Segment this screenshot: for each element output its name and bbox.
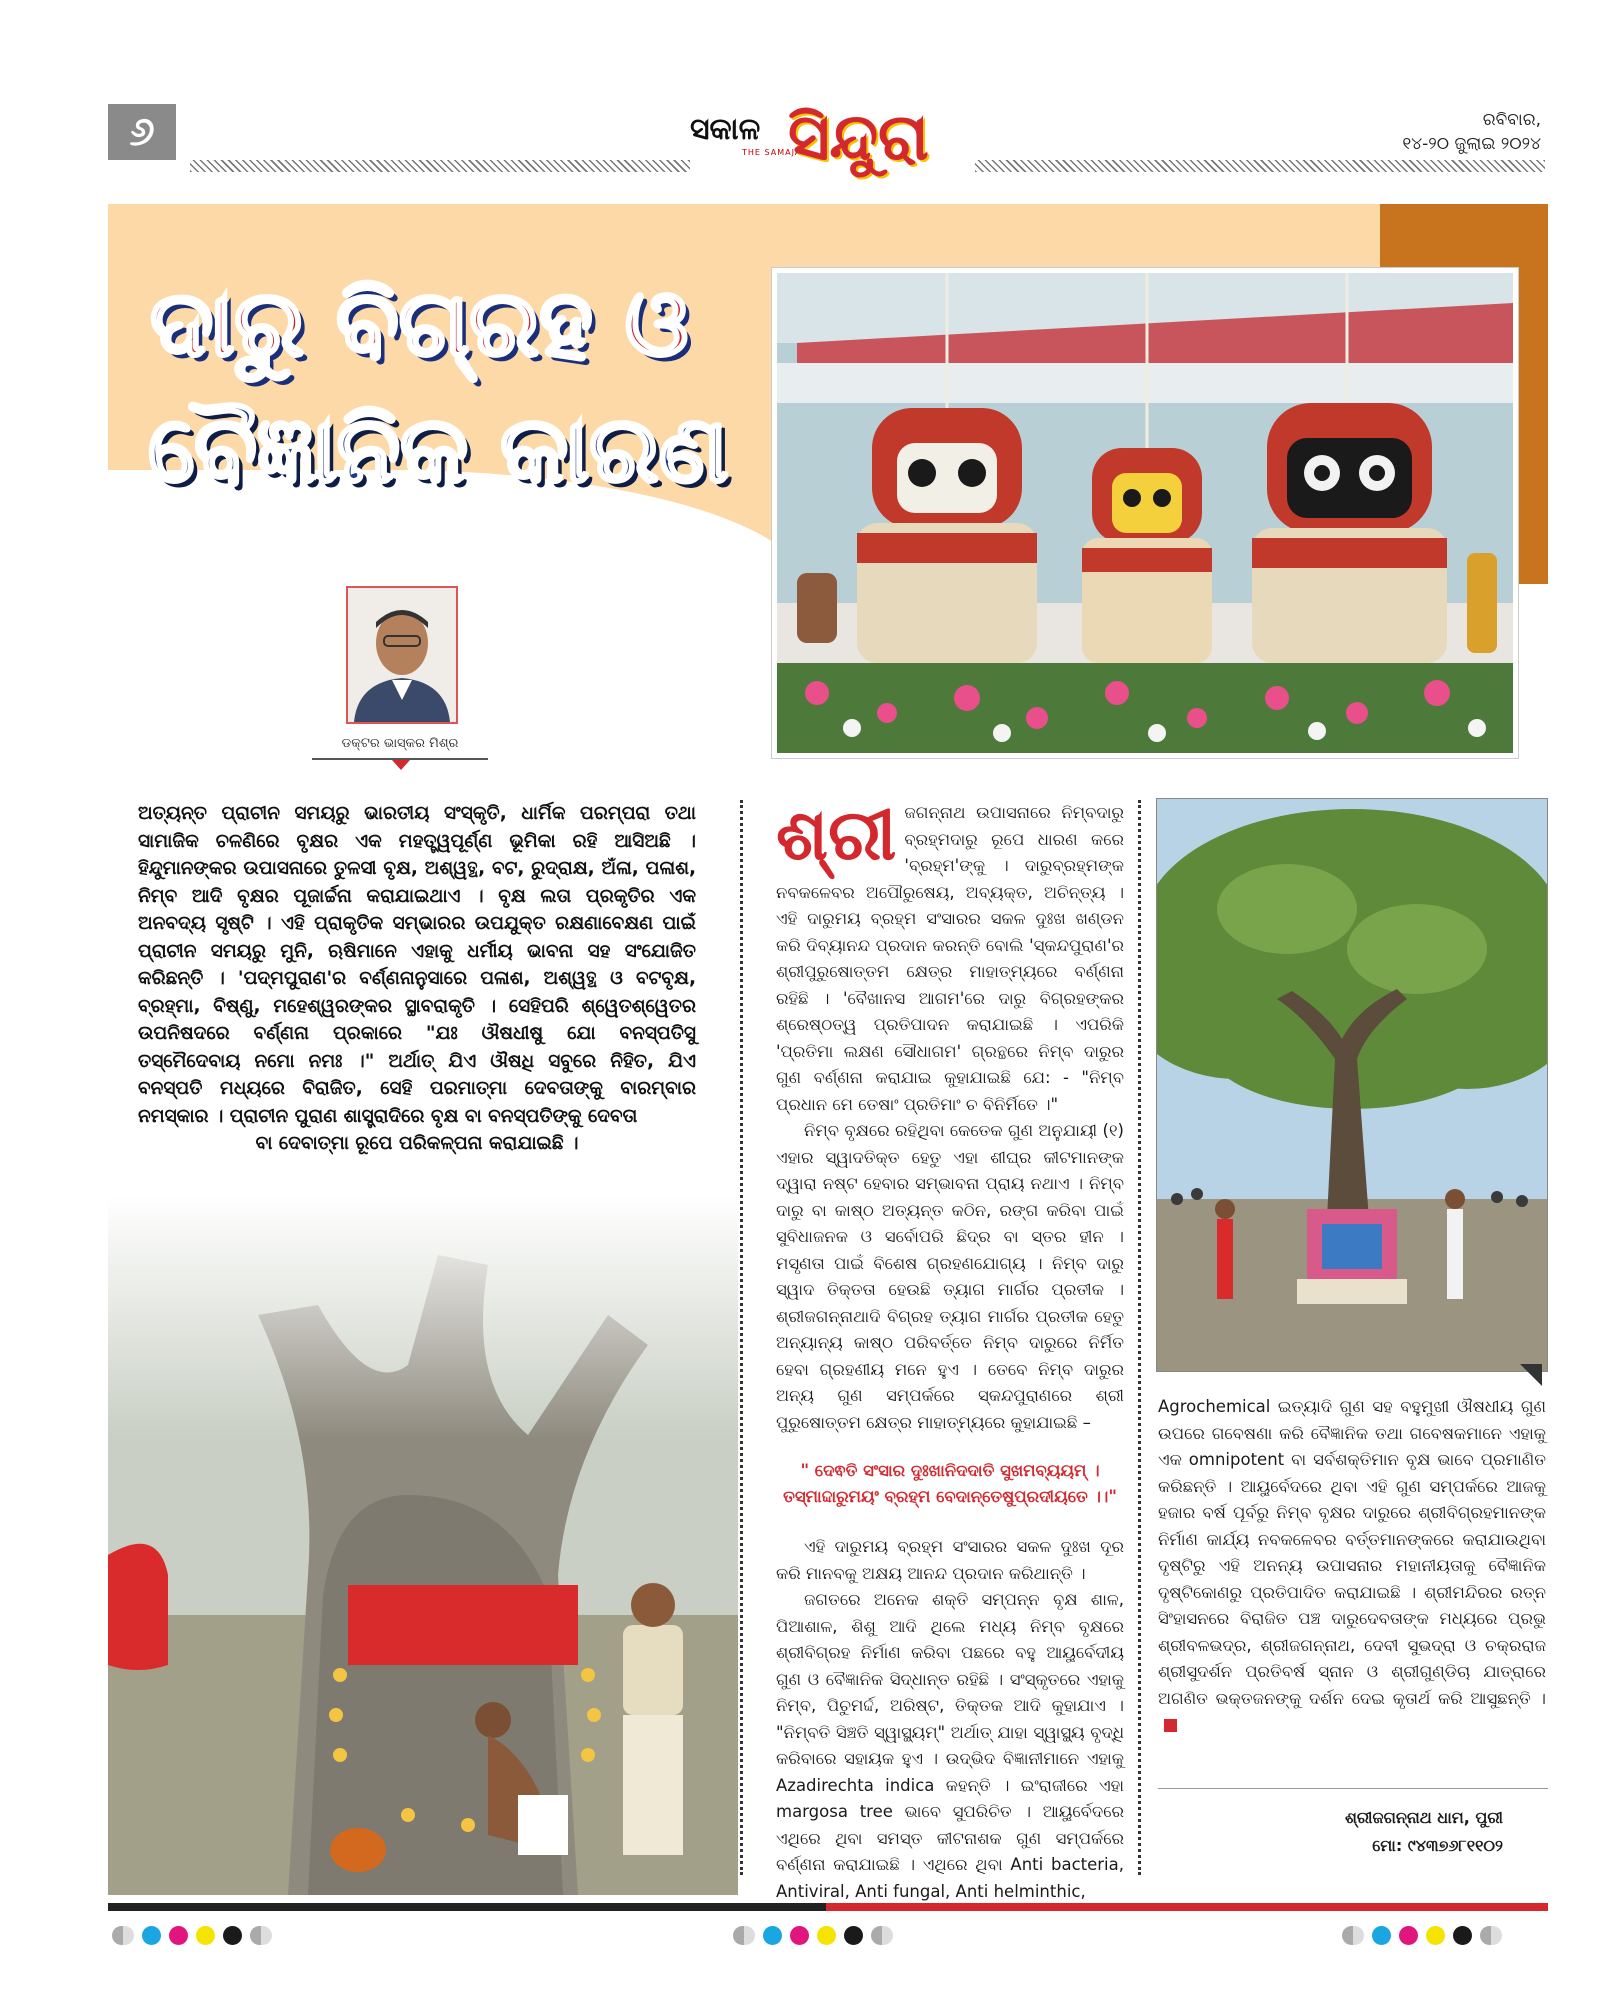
neem-tree-illustration [108, 1195, 738, 1895]
author-pointer [392, 760, 410, 770]
reg-magenta-dot [169, 1926, 188, 1945]
shloka-quote [776, 1458, 1124, 1510]
author-address: ଶ୍ରୀଜଗନ୍ନାଥ ଧାମ, ପୁରୀ [1345, 1808, 1503, 1827]
reg-gray-mark [1342, 1926, 1364, 1945]
middle-paragraph-4: ଜଗତରେ ଅନେକ ଶକ୍ତି ସମ୍ପନ୍ନ ବୃକ୍ଷ ଶାଳ, ପିଆଶାଳ, ଶିଶୁ ଆଦି ଥିଲେ ମଧ୍ୟ ନିମ୍ବ ବୃକ୍ଷରେ ଶ୍ରୀବିଗ୍ରହ ନିର୍ମାଣ କରିବା ପଛରେ ବହୁ ଆୟୁର୍ବେଦୀୟ ଗୁଣ ଓ ବୈଜ୍ଞାନିକ ସିଦ୍ଧାନ୍ତ ରହିଛି । ସଂସ୍କୃତରେ ଏହାକୁ ନିମ୍ବ, ପିଚୁମର୍ଦ୍ଦ, ଅରିଷ୍ଟ, ତିକ୍ତକ ଆଦି କୁହାଯାଏ । "ନିମ୍ବତି ସିଞ୍ଚତି ସ୍ୱାସ୍ଥ୍ୟମ୍" ଅର୍ଥାତ୍ ଯାହା ସ୍ୱାସ୍ଥ୍ୟ ବୃଦ୍ଧି କରିବାରେ ସହାୟକ ହୁଏ । ଉଦ୍ଭିଦ ବିଜ୍ଞାନୀମାନେ ଏହାକୁ Azadirechta indica କହନ୍ତି । ଇଂରାଜୀରେ ଏହା margosa tree ଭାବେ ସୁପରିଚିତ । ଆୟୁର୍ବେଦରେ ଏଥିରେ ଥିବା ସମସ୍ତ କୀଟନାଶକ ଗୁଣ ସମ୍ପର୍କରେ ବର୍ଣ୍ଣନା କରାଯାଇଛି । ଏଥିରେ ଥିବା Anti bacteria, Antiviral, Anti fungal, Anti helminthic, [776, 1590, 1124, 1901]
reg-cyan-dot [1372, 1926, 1391, 1945]
header-hatch-left [190, 160, 690, 172]
reg-cyan-dot [142, 1926, 161, 1945]
author-phone: ମୋ: ୯୪୩୭୬୮୧୧୦୨ [1372, 1836, 1503, 1855]
footer-bar-black [108, 1903, 826, 1911]
registration-marks-left [112, 1925, 272, 1945]
registration-marks-right [1342, 1925, 1502, 1945]
reg-magenta-dot [1399, 1926, 1418, 1945]
page-number: ୬ [108, 104, 176, 160]
column-rule-left [740, 800, 743, 1875]
intro-text: ଅତ୍ୟନ୍ତ ପ୍ରାଚୀନ ସମୟରୁ ଭାରତୀୟ ସଂସ୍କୃତି, ଧାର୍ମିକ ପରମ୍ପରା ତଥା ସାମାଜିକ ଚଳଣିରେ ବୃକ୍ଷର ଏକ ମହତ୍ତ୍ୱପୂର୍ଣ୍ଣ ଭୂମିକା ରହି ଆସିଅଛି । ହିନ୍ଦୁମାନଙ୍କର ଉପାସନାରେ ତୁଳସୀ ବୃକ୍ଷ, ଅଶ୍ୱତ୍ଥ, ବଟ, ରୁଦ୍ରାକ୍ଷ, ଅଁଳା, ପଳାଶ, ନିମ୍ବ ଆଦି ବୃକ୍ଷର ପୂଜାର୍ଚ୍ଚନା କରାଯାଇଥାଏ । ବୃକ୍ଷ ଲତା ପ୍ରକୃତିର ଏକ ଅନବଦ୍ୟ ସୃଷ୍ଟି । ଏହି ପ୍ରାକୃତିକ ସମ୍ଭାରର ଉପଯୁକ୍ତ ରକ୍ଷଣାବେକ୍ଷଣ ପାଇଁ ପ୍ରାଚୀନ ସମୟରୁ ମୁନି, ଋଷିମାନେ ଏହାକୁ ଧର୍ମୀୟ ଭାବନା ସହ ସଂଯୋଜିତ କରିଛନ୍ତି । 'ପଦ୍ମପୁରାଣ'ର ବର୍ଣ୍ଣନାନୁସାରେ ପଳାଶ, ଅଶ୍ୱତ୍ଥ ଓ ବଟବୃକ୍ଷ, ବ୍ରହ୍ମା, ବିଷ୍ଣୁ, ମହେଶ୍ୱରଙ୍କର ସ୍ଥାବରାକୃତି । ସେହିପରି ଶ୍ୱେତଶ୍ୱେତର ଉପନିଷଦରେ ବର୍ଣ୍ଣନା ପ୍ରକାରେ "ଯଃ ଔଷଧୀଷୁ ଯୋ ବନସ୍ପତିସୁ ତସ୍ମୈଦେବାୟ ନମୋ ନମଃ ।" ଅର୍ଥାତ୍ ଯିଏ ଔଷଧି ସବୁରେ ନିହିତ, ଯିଏ ବନସ୍ପତି ମଧ୍ୟରେ ବିରାଜିତ, ସେହି ପରମାତ୍ମା ଦେବତାଙ୍କୁ ବାରମ୍ବାର ନମସ୍କାର । ପ୍ରାଚୀନ ପୁରାଣ ଶାସ୍ତ୍ରାଦିରେ ବୃକ୍ଷ ବା ବନସ୍ପତିଙ୍କୁ ଦେବତା [138, 803, 696, 1127]
temple-tree-photo [1156, 798, 1548, 1372]
reg-yellow-dot [1426, 1926, 1445, 1945]
column-rule-right [1138, 800, 1141, 1875]
reg-gray-mark [1480, 1926, 1502, 1945]
registration-marks-center [733, 1925, 893, 1945]
masthead-brand-right: ସିନ୍ଦୁରା [788, 100, 929, 175]
shloka-line-1: " ଦେଵତି ସଂସାର ଦୁଃଖାନିଦଦାତି ସୁଖମବ୍ୟୟମ୍ । [800, 1461, 1100, 1480]
shloka-line-2: ତସ୍ମାଦ୍ଦାରୁମୟଂ ବ୍ରହ୍ମ ବେଦାନ୍ତେଷୁପ୍ରଦୀୟତେ ।।" [783, 1487, 1117, 1506]
headline-line-2: ବୈଜ୍ଞାନିକ କାରଣ [148, 396, 729, 503]
reg-gray-mark [871, 1926, 893, 1945]
middle-paragraph-1: ଜଗନ୍ନାଥ ଉପାସନାରେ ନିମ୍ବଦାରୁ ବ୍ରହ୍ମଦାରୁ ରୂପେ ଧାରଣ କରେ 'ବ୍ରହ୍ମ'ଙ୍କୁ । ଦାରୁବ୍ରହ୍ମଙ୍କ ନବକଳେବର ଅପୌରୁଷେୟ, ଅବ୍ୟକ୍ତ, ଅଚିନ୍ତ୍ୟ । ଏହି ଦାରୁମୟ ବ୍ରହ୍ମ ସଂସାରର ସକଳ ଦୁଃଖ ଖଣ୍ଡନ କରି ଦିବ୍ୟାନନ୍ଦ ପ୍ରଦାନ କରନ୍ତି ବୋଲି 'ସ୍କନ୍ଦପୁରାଣ'ର ଶ୍ରୀପୁରୁଷୋତ୍ତମ କ୍ଷେତ୍ର ମାହାତ୍ମ୍ୟରେ ବର୍ଣ୍ଣନା ରହିଛି । 'ବୈଖାନସ ଆଗମ'ରେ ଦାରୁ ବିଗ୍ରହଙ୍କର ଶ୍ରେଷ୍ଠତ୍ୱ ପ୍ରତିପାଦନ କରାଯାଇଛି । ଏପରିକି 'ପ୍ରତିମା ଲକ୍ଷଣ ସୌଧାଗମ' ଗ୍ରନ୍ଥରେ ନିମ୍ବ ଦାରୁର ଗୁଣ ବର୍ଣ୍ଣନା କରାଯାଇ କୁହାଯାଇଛି ଯେ: - "ନିମ୍ବ ପ୍ରଧାନ ମେ ତେଷାଂ ପ୍ରତିମାଂ ଚ ବିନିର୍ମିତେ ।" [776, 803, 1124, 1114]
masthead-logo [680, 98, 980, 188]
reg-gray-mark [112, 1926, 134, 1945]
reg-magenta-dot [790, 1926, 809, 1945]
issue-day: ରବିବାର, [1482, 110, 1541, 130]
author-portrait [348, 588, 456, 722]
header-hatch-right [975, 160, 1545, 172]
deities-illustration [777, 273, 1513, 753]
reg-gray-mark [250, 1926, 272, 1945]
temple-tree-illustration [1157, 799, 1547, 1371]
headline-line-1: ଦାରୁ ବିଗ୍ରହ ଓ [150, 270, 689, 377]
middle-paragraph-2: ନିମ୍ବ ବୃକ୍ଷରେ ରହିଥିବା କେତେକ ଗୁଣ ଅନୁଯାୟୀ (୧) ଏହାର ସ୍ୱାଦତିକ୍ତ ହେତୁ ଏହା ଶୀଘ୍ର କୀଟମାନଙ୍କ ଦ୍ୱାରା ନଷ୍ଟ ହେବାର ସମ୍ଭାବନା ପ୍ରାୟ ନଥାଏ । ନିମ୍ବ ଦାରୁ ବା କାଷ୍ଠ ଅତ୍ୟନ୍ତ କଠିନ, ରଙ୍ଗ କରିବା ପାଇଁ ସୁବିଧାଜନକ ଓ ସର୍ବୋପରି ଛିଦ୍ର ବା ସ୍ତର ହୀନ । ମସୃଣତା ପାଇଁ ବିଶେଷ ଗ୍ରହଣଯୋଗ୍ୟ । ନିମ୍ବ ଦାରୁ ସ୍ୱାଦ ତିକ୍ତତା ହେଉଛି ତ୍ୟାଗ ମାର୍ଗର ପ୍ରତୀକ । ଶ୍ରୀଜଗନ୍ନାଥାଦି ବିଗ୍ରହ ତ୍ୟାଗ ମାର୍ଗର ପ୍ରତୀକ ହେତୁ ଅନ୍ୟାନ୍ୟ କାଷ୍ଠ ପରିବର୍ତ୍ତେ ନିମ୍ବ ଦାରୁରେ ନିର୍ମିତ ହେବା ଗ୍ରହଣୀୟ ମନେ ହୁଏ । ତେବେ ନିମ୍ବ ଦାରୁର ଅନ୍ୟ ଗୁଣ ସମ୍ପର୍କରେ ସ୍କନ୍ଦପୁରାଣରେ ଶ୍ରୀ ପୁରୁଷୋତ୍ତମ କ୍ଷେତ୍ର ମାହାତ୍ମ୍ୟରେ କୁହାଯାଇଛି – [776, 1121, 1124, 1432]
middle-paragraph-3: ଏହି ଦାରୁମୟ ବ୍ରହ୍ମ ସଂସାରର ସକଳ ଦୁଃଖ ଦୂର କରି ମାନବକୁ ଅକ୍ଷୟ ଆନନ୍ଦ ପ୍ରଦାନ କରିଥାନ୍ତି । [776, 1537, 1124, 1583]
article-end-mark [1164, 1719, 1177, 1732]
intro-last-line: ବା ଦେବାତ୍ମା ରୂପେ ପରିକଳ୍ପନା କରାଯାଇଛି । [255, 1133, 579, 1154]
drop-cap: ଶ୍ରୀ [776, 794, 897, 876]
reg-gray-mark [733, 1926, 755, 1945]
reg-yellow-dot [817, 1926, 836, 1945]
neem-tree-worship-photo [108, 1195, 738, 1895]
middle-column [776, 794, 1124, 1905]
reg-black-dot [223, 1926, 242, 1945]
author-photo [346, 586, 458, 724]
issue-date-range: ୧୪-୨୦ ଜୁଲାଇ ୨୦୨୪ [1402, 134, 1541, 154]
reg-black-dot [844, 1926, 863, 1945]
right-column-text: Agrochemical ଇତ୍ୟାଦି ଗୁଣ ସହ ବହୁମୁଖୀ ଔଷଧୀୟ ଗୁଣ ଉପରେ ଗବେଷଣା କରି ବୈଜ୍ଞାନିକ ତଥା ଗବେଷକମାନେ ଏହାକୁ ଏକ omnipotent ବା ସର୍ବଶକ୍ତିମାନ ବୃକ୍ଷ ଭାବେ ପ୍ରମାଣିତ କରିଛନ୍ତି । ଆୟୁର୍ବେଦରେ ଥିବା ଏହି ଗୁଣ ସମ୍ପର୍କରେ ଆଜକୁ ହଜାର ବର୍ଷ ପୂର୍ବରୁ ନିମ୍ବ ବୃକ୍ଷର ଦାରୁରେ ଶ୍ରୀବିଗ୍ରହମାନଙ୍କ ନିର୍ମାଣ କାର୍ଯ୍ୟ ନବକଳେବର ବର୍ତ୍ତମାନଙ୍କରେ କରାଯାଉଥିବା ଦୃଷ୍ଟିରୁ ଏହି ଅନନ୍ୟ ଉପାସନାର ମହାନୀୟତାକୁ ବୈଜ୍ଞାନିକ ଦୃଷ୍ଟିକୋଣରୁ ପ୍ରତିପାଦିତ କରାଯାଇଛି । ଶ୍ରୀମନ୍ଦିରର ରତ୍ନ ସିଂହାସନରେ ବିରାଜିତ ପଞ୍ଚ ଦାରୁଦେବତାଙ୍କ ମଧ୍ୟରେ ପ୍ରଭୁ ଶ୍ରୀବଳଭଦ୍ର, ଶ୍ରୀଜଗନ୍ନାଥ, ଦେବୀ ସୁଭଦ୍ରା ଓ ଚକ୍ରରାଜ ଶ୍ରୀସୁଦର୍ଶନ ପ୍ରତିବର୍ଷ ସ୍ନାନ ଓ ଶ୍ରୀଗୁଣ୍ଡିଚା ଯାତ୍ରାରେ ଅଗଣିତ ଭକ୍ତଜନଙ୍କୁ ଦର୍ଶନ ଦେଇ କୃତାର୍ଥ କରି ଆସୁଛନ୍ତି । [1158, 1397, 1546, 1708]
right-column [1158, 1394, 1546, 1739]
intro-paragraph [138, 800, 696, 1158]
address-divider [1158, 1788, 1548, 1789]
reg-yellow-dot [196, 1926, 215, 1945]
author-name: ଡକ୍ଟର ଭାସ୍କର ମିଶ୍ର [341, 736, 459, 751]
deities-photo [772, 268, 1518, 758]
reg-black-dot [1453, 1926, 1472, 1945]
footer-bar-red [826, 1903, 1548, 1911]
reg-cyan-dot [763, 1926, 782, 1945]
masthead-tagline: THE SAMAJA [742, 148, 802, 157]
masthead-brand-left: ସକାଳ [690, 112, 761, 147]
photo-corner-mark [1520, 1364, 1542, 1386]
